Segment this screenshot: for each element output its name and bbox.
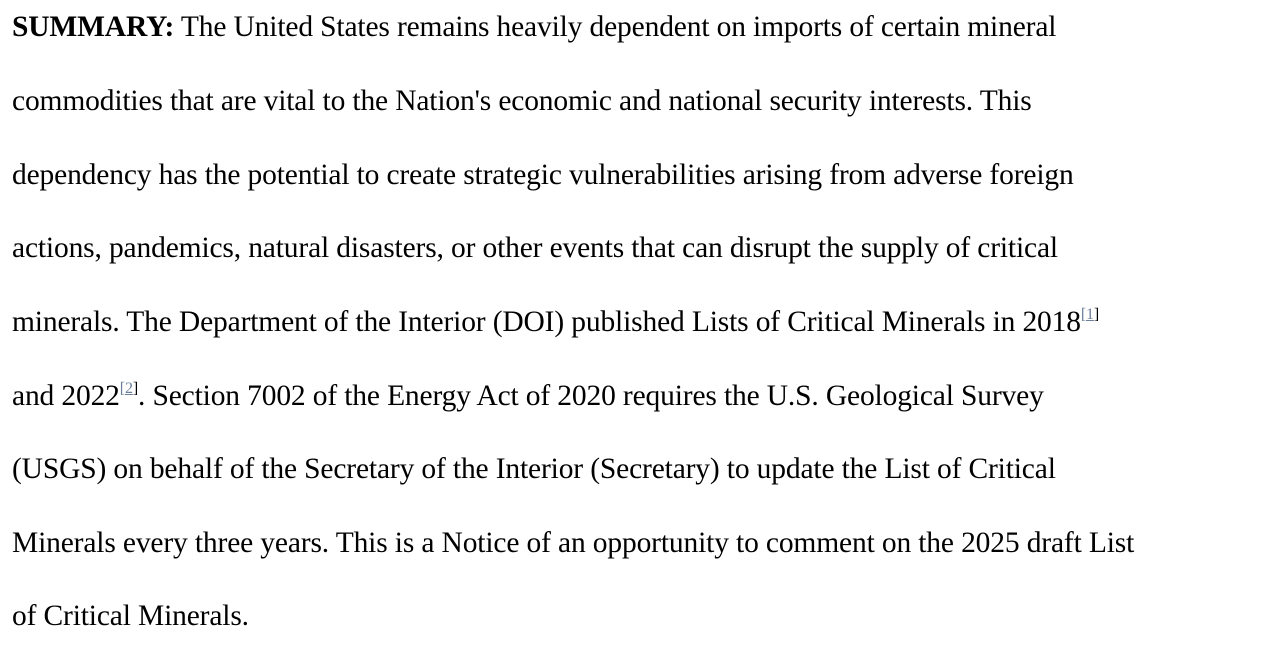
- summary-line-9: [12, 599, 249, 633]
- summary-line-8: [12, 526, 1134, 560]
- summary-text: minerals. The Department of the Interior (DOI) published Lists of Critical Minerals in 2018: [12, 306, 1081, 338]
- footnote-2-open[interactable]: [: [119, 380, 125, 397]
- footnote-2-link[interactable]: 2: [124, 380, 133, 397]
- footnote-ref-2[interactable]: [120, 380, 138, 397]
- footnote-2-close: ]: [132, 380, 139, 397]
- summary-text: . Section 7002 of the Energy Act of 2020 requires the U.S. Geological Survey: [138, 380, 1044, 412]
- summary-line-3: [12, 158, 1074, 192]
- summary-text: (USGS) on behalf of the Secretary of the Interior (Secretary) to update the List of Critical: [12, 453, 1056, 485]
- footnote-1-open[interactable]: [: [1080, 306, 1087, 323]
- summary-line-5: [12, 305, 1099, 339]
- summary-text: actions, pandemics, natural disasters, or other events that can disrupt the supply of critical: [12, 232, 1058, 264]
- summary-line-2: [12, 84, 1032, 118]
- summary-text: Minerals every three years. This is a Notice of an opportunity to comment on the 2025 draft List: [12, 527, 1135, 559]
- summary-text: of Critical Minerals.: [12, 600, 249, 632]
- summary-text: dependency has the potential to create strategic vulnerabilities arising from adverse foreign: [12, 159, 1074, 191]
- summary-line-4: [12, 231, 1058, 265]
- summary-label: SUMMARY:: [12, 11, 175, 43]
- summary-line-6: [12, 379, 1044, 413]
- summary-text: and 2022: [12, 380, 120, 412]
- summary-line-7: [12, 452, 1056, 486]
- summary-text: The United States remains heavily dependent on imports of certain mineral: [174, 11, 1057, 43]
- footnote-1-close: ]: [1093, 306, 1100, 323]
- summary-line-1: [12, 10, 1056, 44]
- footnote-1-link[interactable]: 1: [1086, 306, 1094, 323]
- footnote-ref-1[interactable]: [1081, 306, 1099, 323]
- summary-text: commodities that are vital to the Nation's economic and national security interests. This: [12, 85, 1032, 117]
